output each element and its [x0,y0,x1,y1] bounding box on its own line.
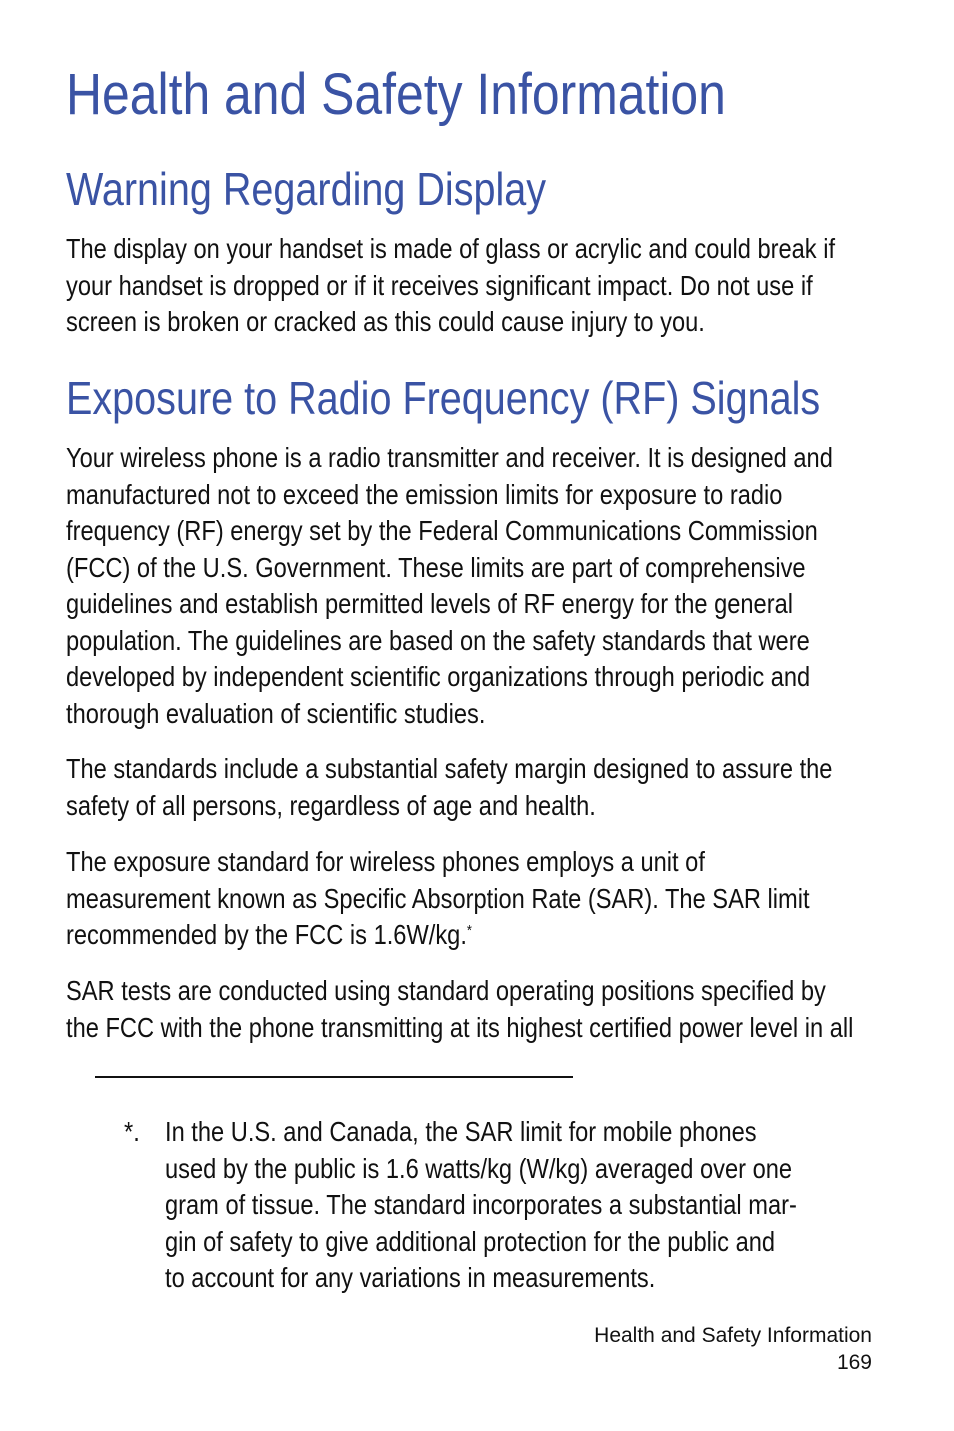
footnote-marker: *. [124,1116,140,1147]
text-line: guidelines and establish permitted levels of RF energy for the general [66,588,793,619]
paragraph-display-warning [66,231,954,341]
footnote-divider [95,1076,573,1078]
text-line: The display on your handset is made of glass or acrylic and could break if [66,233,836,264]
text-line: gin of safety to give additional protection for the public and [165,1225,776,1257]
text-line: manufactured not to exceed the emission limits for exposure to radio [66,478,783,510]
paragraph-safety-margin [66,751,954,824]
text-line: safety of all persons, regardless of age and health. [66,789,596,821]
text-line: to account for any variations in measurements. [165,1262,656,1293]
text-line: your handset is dropped or if it receives significant impact. Do not use if [66,269,813,301]
footnote-reference[interactable]: * [466,922,472,939]
text-line: population. The guidelines are based on the safety standards that were [66,624,810,656]
text-line: thorough evaluation of scientific studies. [66,697,486,729]
text-line: In the U.S. and Canada, the SAR limit for mobile phones [165,1116,757,1147]
paragraph-sar-tests [66,973,954,1046]
text-line: screen is broken or cracked as this could cause injury to you. [66,306,705,337]
text-line: gram of tissue. The standard incorporates a substantial mar- [165,1189,797,1220]
text-line: the FCC with the phone transmitting at its highest certified power level in all [66,1011,854,1043]
text-line: recommended by the FCC is 1.6W/kg.* [66,919,472,950]
paragraph-sar-standard [66,844,931,954]
section-heading-rf-exposure: Exposure to Radio Frequency (RF) Signals [66,372,821,424]
page-number: 169 [836,1351,872,1374]
footer-section-title: Health and Safety Information [594,1324,872,1347]
page-title: Health and Safety Information [66,62,726,127]
text-line: (FCC) of the U.S. Government. These limits are part of comprehensive [66,551,806,583]
text-line: developed by independent scientific organizations through periodic and [66,661,811,692]
text-line: used by the public is 1.6 watts/kg (W/kg) averaged over one [165,1152,793,1184]
footnote-text [165,1114,900,1297]
section-heading-warning-display: Warning Regarding Display [66,163,547,215]
text-line: SAR tests are conducted using standard operating positions specified by [66,975,826,1006]
text-line: frequency (RF) energy set by the Federal Communications Commission [66,515,818,546]
paragraph-rf-intro [66,440,954,732]
text-line: Your wireless phone is a radio transmitter and receiver. It is designed and [66,442,833,473]
text-line: measurement known as Specific Absorption Rate (SAR). The SAR limit [66,882,810,914]
text-line: The standards include a substantial safety margin designed to assure the [66,753,833,784]
text-line: The exposure standard for wireless phones employs a unit of [66,846,705,877]
